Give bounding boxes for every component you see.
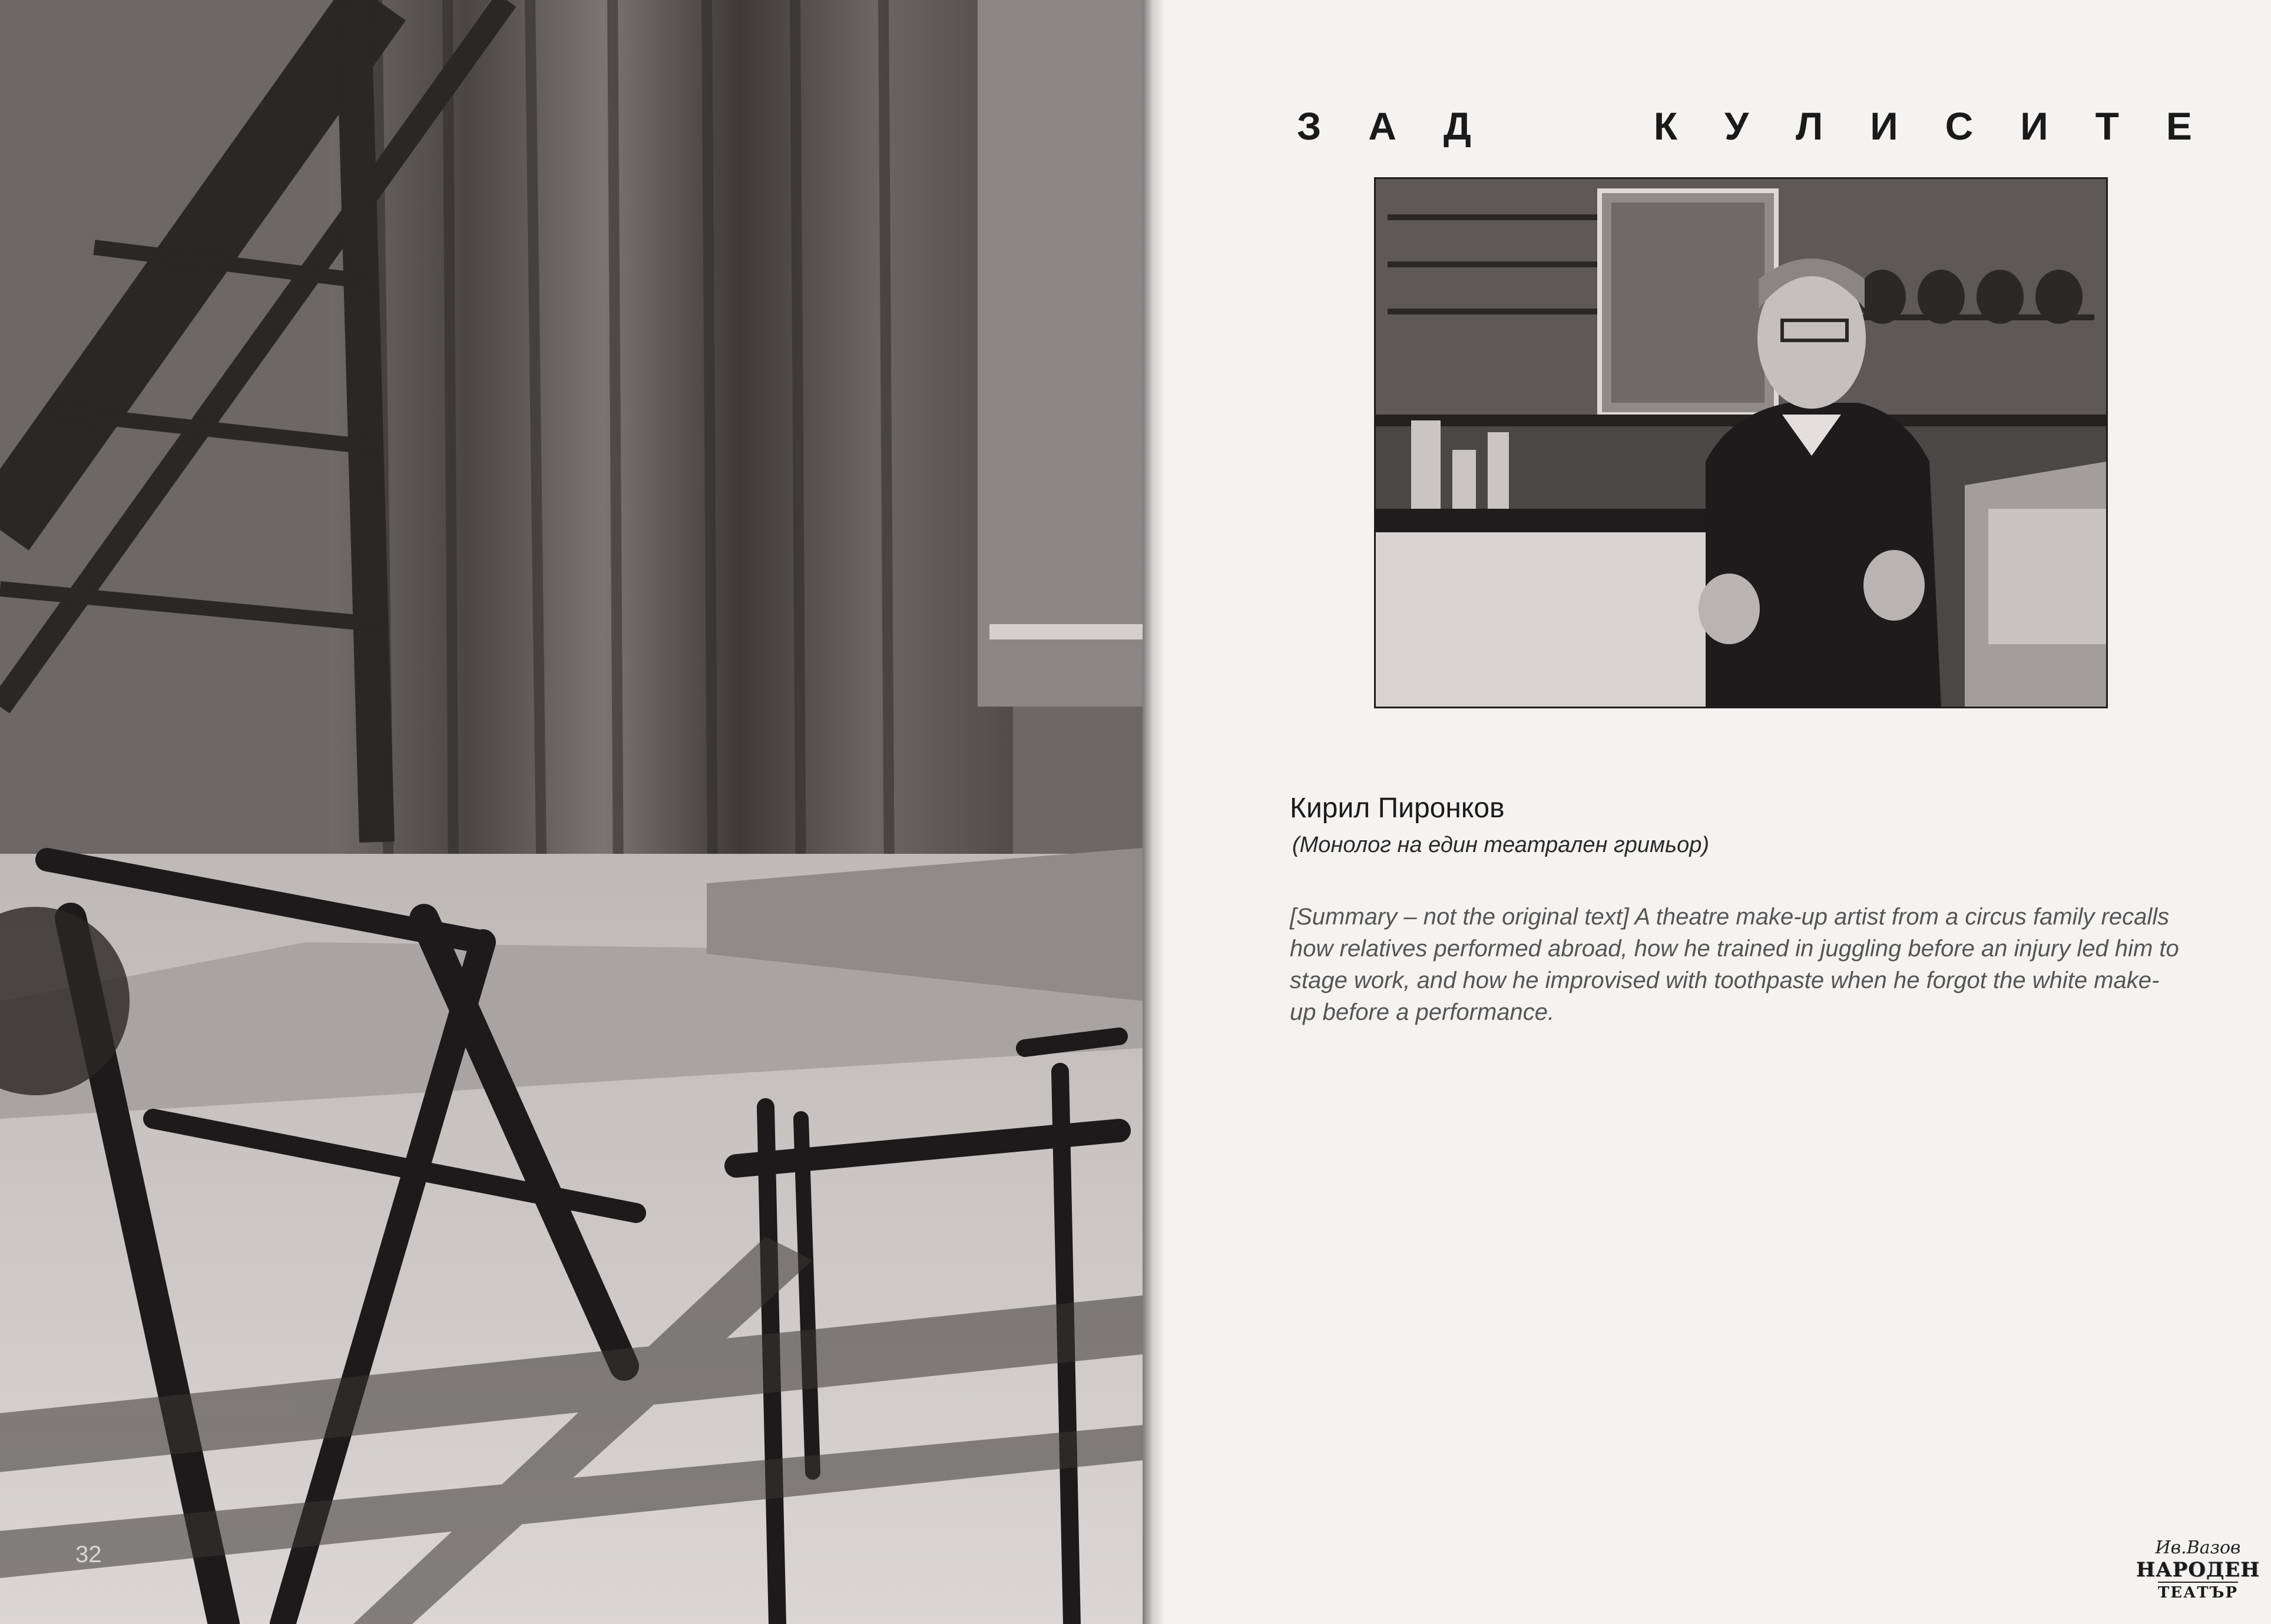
logo-line2: ТЕАТЪР bbox=[2158, 1582, 2238, 1602]
logo-script: Ив.Вазов bbox=[2155, 1537, 2241, 1558]
portrait-photo bbox=[1376, 179, 2106, 707]
title-letter: Е bbox=[2166, 104, 2192, 148]
national-theatre-logo bbox=[2136, 1519, 2260, 1602]
title-letter: Т bbox=[2095, 104, 2119, 148]
title-letter: З bbox=[1297, 104, 1322, 148]
title-letter: У bbox=[1724, 104, 1749, 148]
article-subtitle: (Монолог на един театрален гримьор) bbox=[1292, 833, 1709, 857]
article-author: Кирил Пиронков bbox=[1290, 793, 1505, 824]
makeup-room-photo bbox=[1376, 179, 2106, 707]
title-letter: Д bbox=[1443, 104, 1471, 148]
title-gap bbox=[1518, 104, 1607, 148]
title-letter: Л bbox=[1796, 104, 1823, 148]
title-letter: А bbox=[1368, 104, 1396, 148]
section-title bbox=[1297, 104, 2192, 148]
title-letter: К bbox=[1653, 104, 1678, 148]
title-letter: И bbox=[2020, 104, 2048, 148]
logo-line1: НАРОДЕН bbox=[2136, 1558, 2260, 1582]
right-page bbox=[1164, 0, 2271, 1624]
title-letter: И bbox=[1870, 104, 1898, 148]
page-number: 32 bbox=[75, 1542, 102, 1567]
book-gutter bbox=[1143, 0, 1164, 1624]
title-letter: С bbox=[1945, 104, 1974, 148]
article-summary: [Summary – not the original text] A theatre make-up artist from a circus family recalls how relatives performed abroad, how he trained in juggling before an injury led him to stage work, and how he improvised with toothpaste when he forgot the white make-up before a performance. bbox=[1290, 904, 2179, 1025]
